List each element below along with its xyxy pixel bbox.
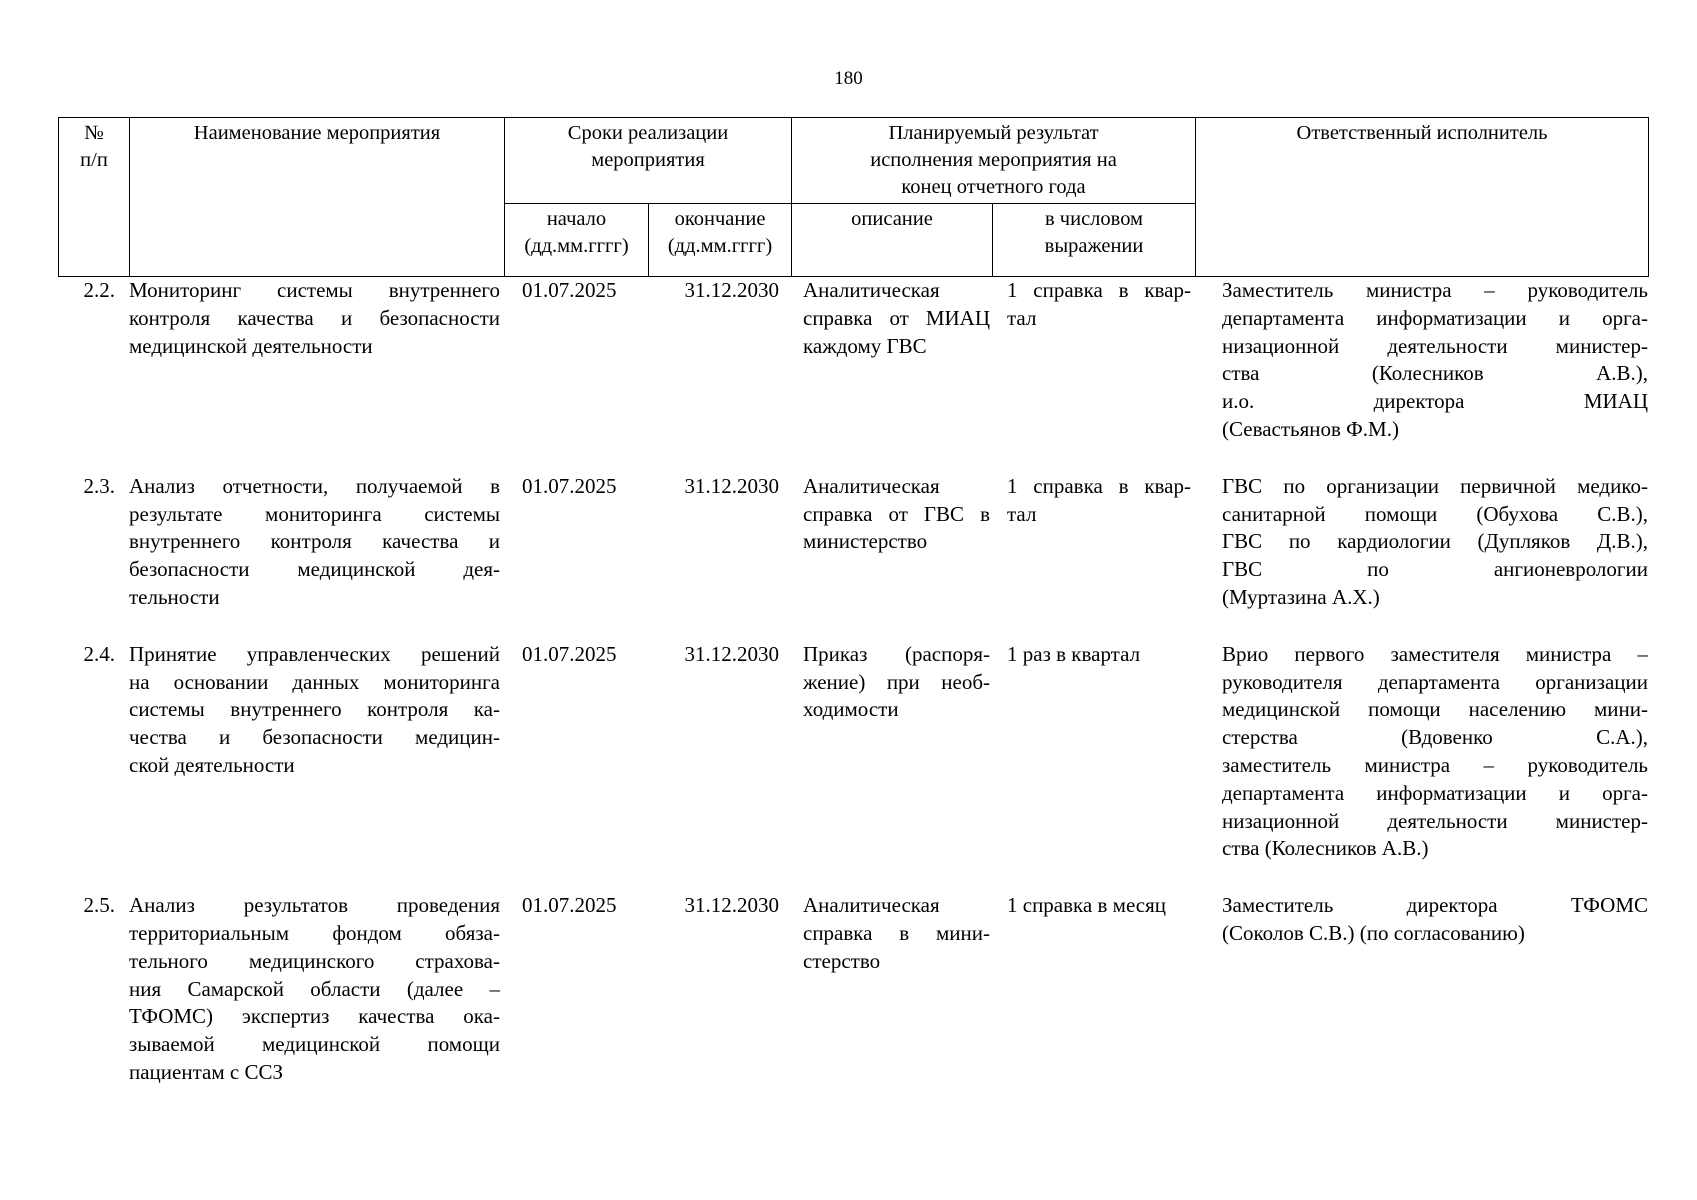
responsible-executor: [1195, 892, 1648, 1116]
result-description: [791, 641, 992, 892]
table-row: [58, 892, 1648, 1116]
result-description-line: каждому ГВС: [803, 333, 927, 358]
header-responsible: Ответственный исполнитель: [1196, 118, 1649, 277]
event-name-line: результате мониторинга системы: [129, 501, 500, 526]
table-body: [58, 277, 1648, 1116]
result-quantity-line: 1 раз в квартал: [1007, 641, 1141, 666]
end-date: 31.12.2030: [684, 893, 779, 918]
event-name-line: системы внутреннего контроля ка-: [129, 697, 500, 722]
event-name-line: Мониторинг системы внутреннего: [129, 278, 500, 302]
result-description-line: стерство: [803, 948, 881, 973]
responsible-executor-line: низационной деятельности министер-: [1222, 808, 1648, 833]
start-date: 01.07.2025: [522, 473, 617, 498]
event-name-line: ТФОМС) экспертиз качества ока-: [129, 1004, 500, 1029]
start-date: 01.07.2025: [522, 278, 617, 302]
result-quantity-line: 1 справка в квар-: [1007, 473, 1191, 498]
header-quantity: в числовом выражении: [993, 204, 1196, 277]
header-name: Наименование мероприятия: [130, 118, 505, 277]
event-name-line: ния Самарской области (далее –: [129, 976, 500, 1001]
responsible-executor-line: ГВС по организации первичной медико-: [1222, 473, 1648, 498]
event-name-line: зываемой медицинской помощи: [129, 1032, 500, 1057]
result-description-line: жение) при необ-: [803, 669, 990, 694]
event-name-line: территориальным фондом обяза-: [129, 920, 500, 945]
event-name-line: пациентам с ССЗ: [129, 1059, 283, 1084]
row-number: 2.5.: [83, 893, 115, 918]
result-quantity-line: 1 справка в квар-: [1007, 278, 1191, 302]
page-number: 180: [834, 68, 863, 89]
event-name: [129, 277, 504, 473]
result-description-line: Аналитическая: [803, 473, 940, 498]
result-description-line: справка в мини-: [803, 920, 990, 945]
end-date: 31.12.2030: [684, 473, 779, 498]
event-name-line: ской деятельности: [129, 752, 295, 777]
header-end: окончание (дд.мм.гггг): [649, 204, 792, 277]
event-name-line: тельного медицинского страхова-: [129, 948, 500, 973]
table-row: [58, 641, 1648, 892]
result-quantity: [992, 892, 1195, 1116]
end-date: 31.12.2030: [684, 278, 779, 302]
event-name-line: безопасности медицинской дея-: [129, 557, 500, 582]
row-number: 2.4.: [83, 641, 115, 666]
header-num: № п/п: [59, 118, 130, 277]
responsible-executor-line: руководителя департамента организации: [1222, 669, 1648, 694]
responsible-executor-line: ства (Колесников А.В.),: [1222, 361, 1648, 386]
event-name-line: на основании данных мониторинга: [129, 669, 500, 694]
result-quantity: [992, 473, 1195, 641]
table-row: [58, 277, 1648, 473]
header-terms: Сроки реализации мероприятия: [505, 118, 792, 204]
responsible-executor-line: (Муртазина А.Х.): [1222, 584, 1380, 609]
table-row: [58, 473, 1648, 641]
header-result: Планируемый результат исполнения мероприятия на конец отчетного года: [792, 118, 1196, 204]
table-header: [58, 117, 1649, 277]
responsible-executor-line: ГВС по ангионеврологии: [1222, 557, 1648, 582]
result-description-line: справка от ГВС в: [803, 501, 990, 526]
result-quantity: [992, 277, 1195, 473]
result-description: [791, 892, 992, 1116]
event-name: [129, 892, 504, 1116]
result-quantity-line: тал: [1007, 305, 1037, 330]
responsible-executor-line: департамента информатизации и орга-: [1222, 305, 1648, 330]
responsible-executor-line: низационной деятельности министер-: [1222, 333, 1648, 358]
result-description-line: ходимости: [803, 697, 899, 722]
responsible-executor-line: заместитель министра – руководитель: [1222, 752, 1648, 777]
start-date: 01.07.2025: [522, 641, 617, 666]
event-name-line: внутреннего контроля качества и: [129, 529, 500, 554]
responsible-executor: [1195, 641, 1648, 892]
result-quantity-line: тал: [1007, 501, 1037, 526]
responsible-executor-line: Заместитель министра – руководитель: [1222, 278, 1648, 302]
event-name-line: Анализ результатов проведения: [129, 893, 500, 918]
end-date: 31.12.2030: [684, 641, 779, 666]
result-description-line: Аналитическая: [803, 278, 940, 302]
responsible-executor-line: и.о. директора МИАЦ: [1222, 389, 1648, 414]
responsible-executor: [1195, 473, 1648, 641]
result-description-line: министерство: [803, 529, 928, 554]
responsible-executor-line: медицинской помощи населению мини-: [1222, 697, 1648, 722]
responsible-executor-line: (Севастьянов Ф.М.): [1222, 416, 1399, 441]
responsible-executor-line: департамента информатизации и орга-: [1222, 780, 1648, 805]
result-description-line: Приказ (распоря-: [803, 641, 990, 666]
event-name: [129, 473, 504, 641]
event-name-line: чества и безопасности медицин-: [129, 725, 500, 750]
result-quantity: [992, 641, 1195, 892]
result-quantity-line: 1 справка в месяц: [1007, 893, 1167, 918]
responsible-executor-line: санитарной помощи (Обухова С.В.),: [1222, 501, 1648, 526]
event-name-line: медицинской деятельности: [129, 333, 373, 358]
start-date: 01.07.2025: [522, 893, 617, 918]
event-name: [129, 641, 504, 892]
responsible-executor-line: ГВС по кардиологии (Дупляков Д.В.),: [1222, 529, 1648, 554]
row-number: 2.3.: [83, 473, 115, 498]
responsible-executor-line: Врио первого заместителя министра –: [1222, 641, 1648, 666]
header-description: описание: [792, 204, 993, 277]
row-number: 2.2.: [83, 278, 115, 302]
responsible-executor-line: Заместитель директора ТФОМС: [1222, 893, 1648, 918]
result-description: [791, 473, 992, 641]
result-description: [791, 277, 992, 473]
event-name-line: контроля качества и безопасности: [129, 305, 500, 330]
responsible-executor-line: (Соколов С.В.) (по согласованию): [1222, 920, 1525, 945]
event-name-line: тельности: [129, 584, 220, 609]
event-name-line: Анализ отчетности, получаемой в: [129, 473, 500, 498]
event-name-line: Принятие управленческих решений: [129, 641, 500, 666]
responsible-executor-line: ства (Колесников А.В.): [1222, 836, 1429, 861]
result-description-line: справка от МИАЦ: [803, 305, 990, 330]
responsible-executor-line: стерства (Вдовенко С.А.),: [1222, 725, 1648, 750]
result-description-line: Аналитическая: [803, 893, 940, 918]
responsible-executor: [1195, 277, 1648, 473]
header-start: начало (дд.мм.гггг): [505, 204, 649, 277]
